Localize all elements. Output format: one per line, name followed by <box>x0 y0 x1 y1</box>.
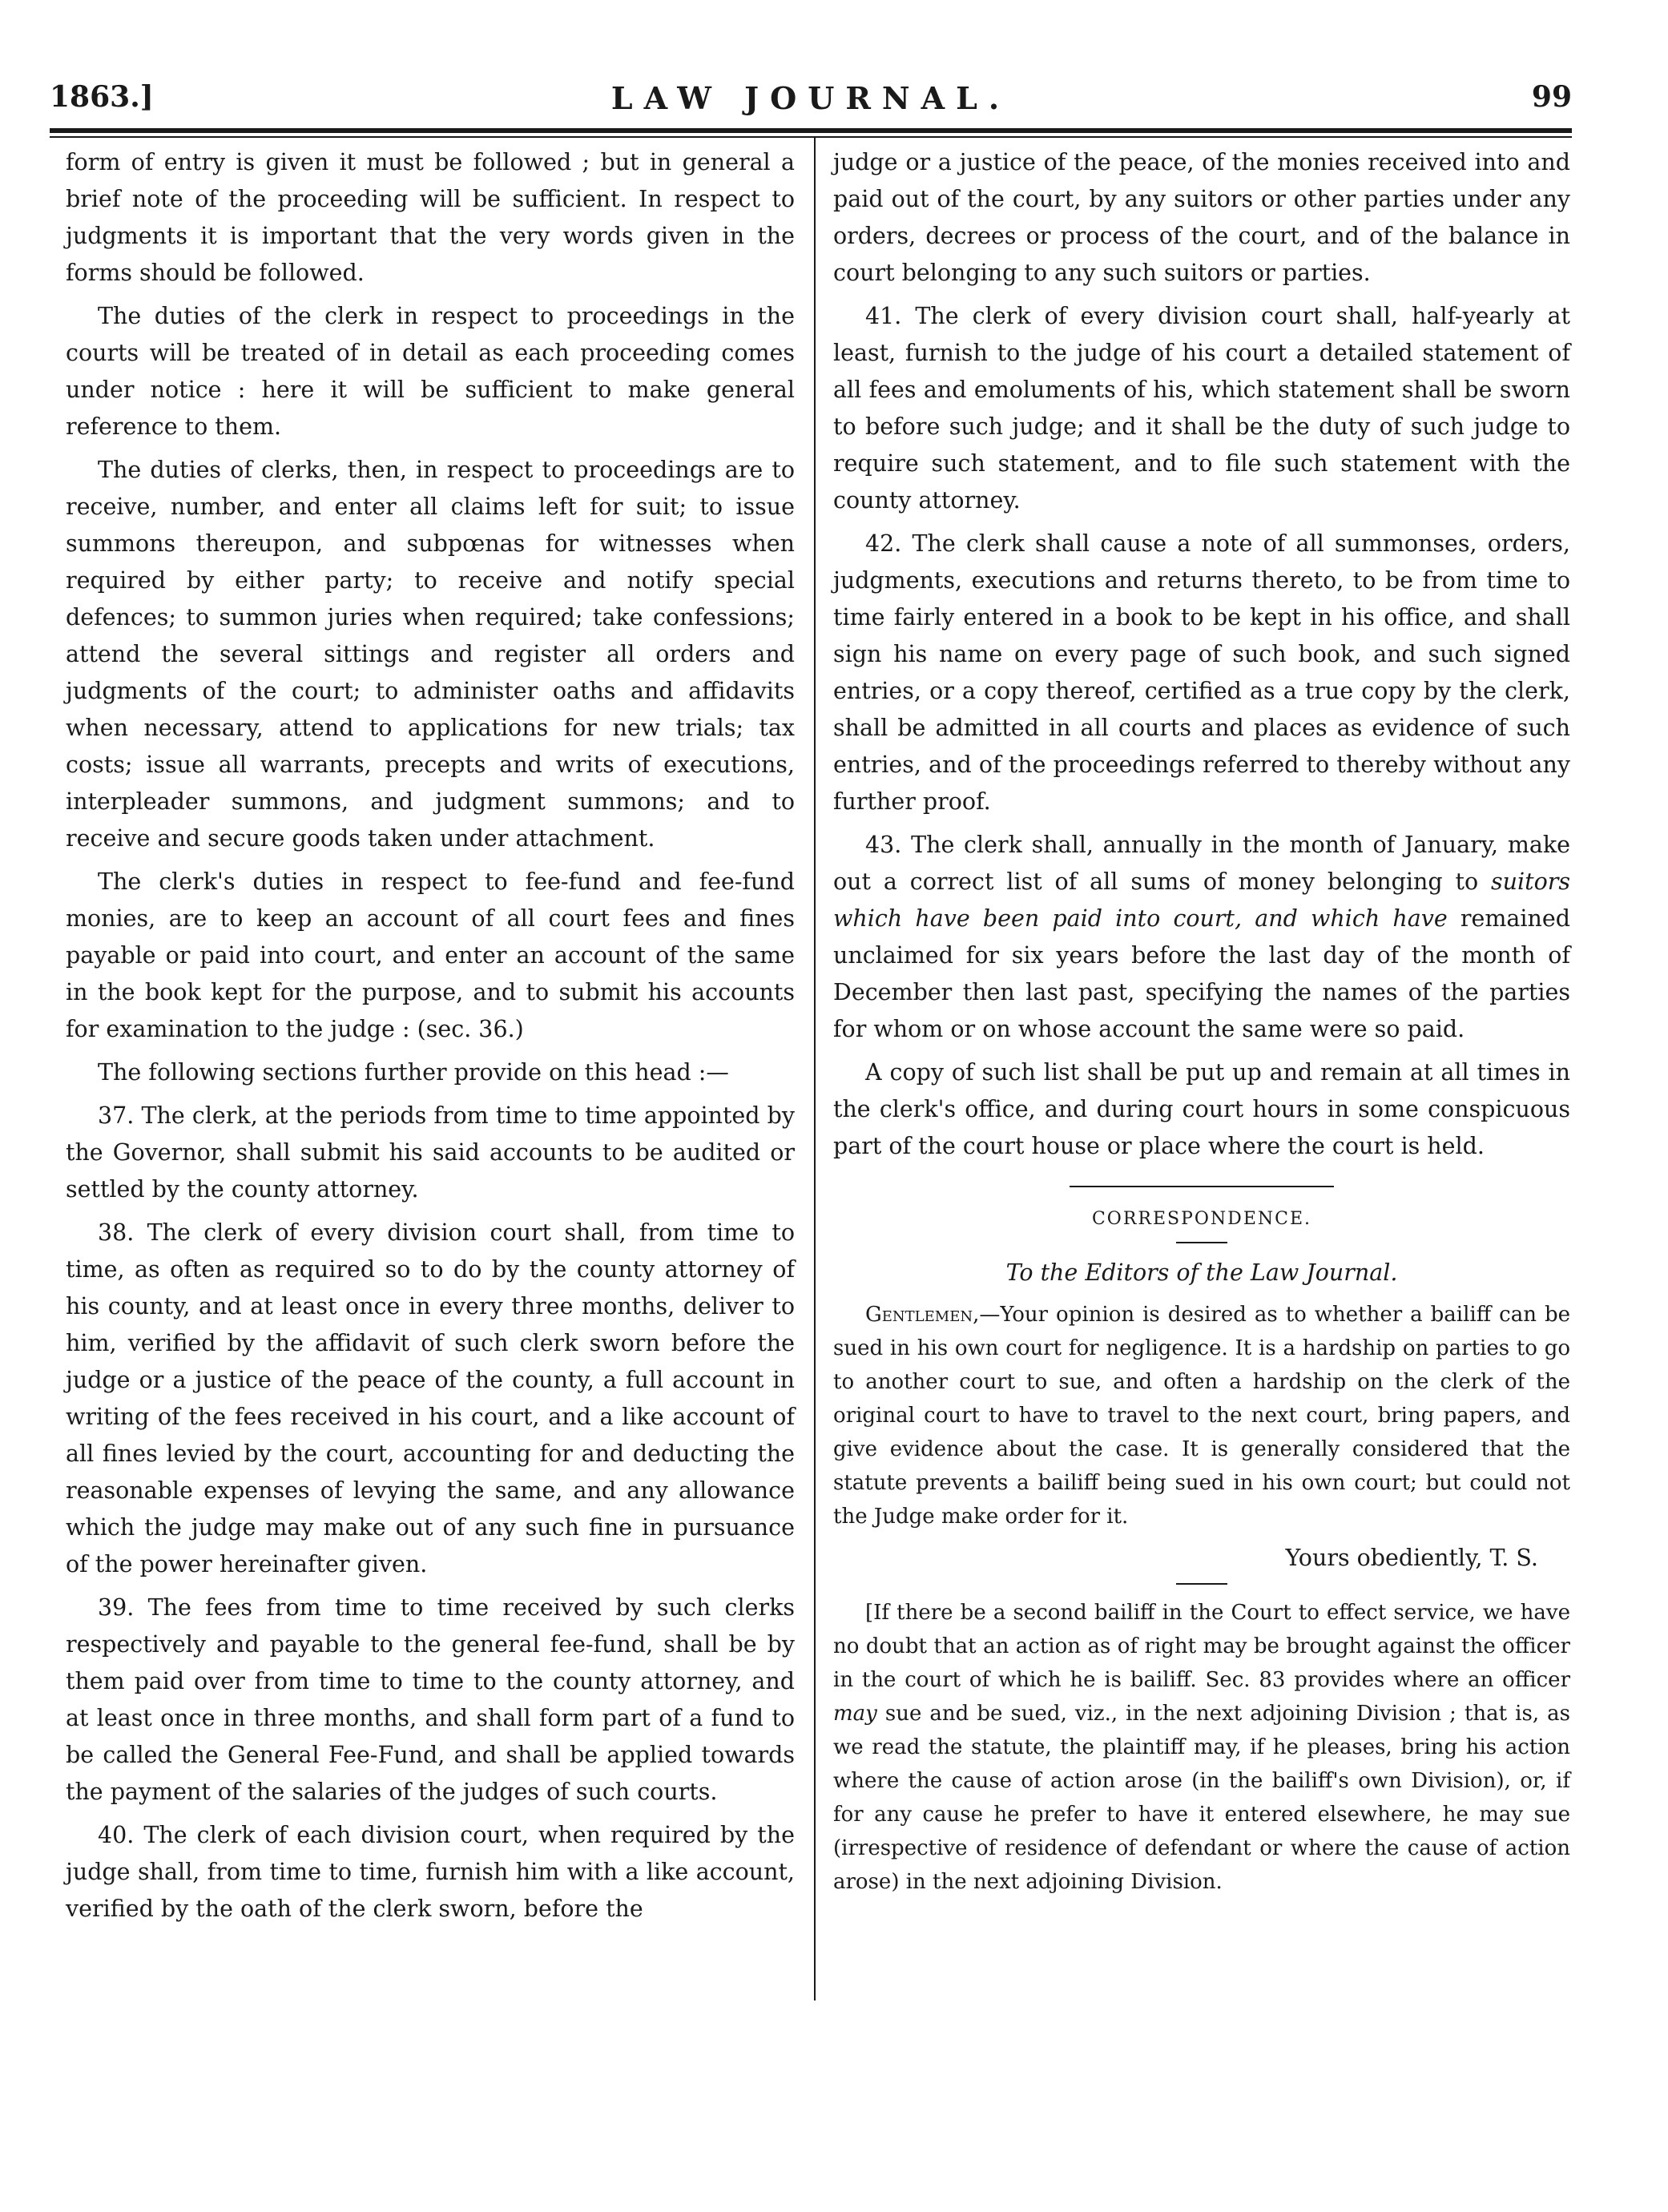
section-43-start: 43. The clerk shall, annually in the month of January, make out a correct list of all sums of money belonging to <box>833 832 1570 895</box>
letter-body <box>833 1298 1570 1533</box>
reply-start: [If there be a second bailiff in the Court to effect service, we have no doubt that an action as of right may be brought against the officer in the court of which he is bailiff. Sec. 83 provides where an officer <box>833 1601 1570 1692</box>
to-editors-line: To the Editors of the Law Journal. <box>1005 1259 1398 1286</box>
section-42: 42. The clerk shall cause a note of all summonses, orders, judgments, executions and returns thereto, to be from time to time fairly entered in a book to be kept in his office, and shall sign his name on every page of such book, and such signed entries, or a copy thereof, certified as a true copy by the clerk, shall be admitted in all courts and places as evidence of such entries, and of the proceedings referred to thereby without any further proof. <box>833 530 1570 815</box>
right-paragraph-1: judge or a justice of the peace, of the monies received into and paid out of the court, by any suitors or other parties under any orders, decrees or process of the court, and of the balance in court belonging to any such suitors or parties. <box>833 149 1570 286</box>
letter-salutation: Gentlemen, <box>865 1303 980 1327</box>
section-43-end: remained unclaimed for six years before the last day of the month of December then last past, specifying the names of the parties for whom or on whose account the same were so paid. <box>833 905 1570 1042</box>
section-37: 37. The clerk, at the periods from time to time appointed by the Governor, shall submit his said accounts to be audited or settled by the county attorney. <box>66 1102 795 1203</box>
reply-divider <box>1176 1583 1227 1585</box>
left-paragraph-5: The following sections further provide on this head :— <box>98 1059 729 1086</box>
editor-reply <box>833 1596 1570 1899</box>
column-divider <box>814 138 816 2000</box>
section-40: 40. The clerk of each division court, when required by the judge shall, from time to time, furnish him with a like account, verified by the oath of the clerk sworn, before the <box>66 1822 795 1922</box>
header-rule-thick <box>50 128 1572 133</box>
left-column <box>66 144 795 1934</box>
section-39: 39. The fees from time to time received by such clerks respectively and payable to the general fee-fund, shall be by them paid over from time to time to the county attorney, and at least once in three months, and shall form part of a fund to be called the General Fee-Fund, and shall be applied towards the payment of the salaries of the judges of such courts. <box>66 1594 795 1805</box>
heading-underline <box>1176 1242 1227 1243</box>
correspondence-heading: CORRESPONDENCE. <box>1091 1209 1312 1229</box>
left-paragraph-2: The duties of the clerk in respect to proceedings in the courts will be treated of in detail as each proceeding comes under notice : here it will be sufficient to make general reference to them. <box>66 303 795 440</box>
page-number: 99 <box>1531 80 1572 114</box>
section-41: 41. The clerk of every division court shall, half-yearly at least, furnish to the judge of his court a detailed statement of all fees and emoluments of his, which statement shall be sworn to before such judge; and it shall be the duty of such judge to require such statement, and to file such statement with the county attorney. <box>833 303 1570 514</box>
left-paragraph-3: The duties of clerks, then, in respect to proceedings are to receive, number, and enter all claims left for suit; to issue summons thereupon, and subpœnas for witnesses when required by either party; to receive and notify special defences; to summon juries when required; take confessions; attend the several sittings and register all orders and judgments of the court; to administer oaths and affidavits when necessary, attend to applications for new trials; tax costs; issue all warrants, precepts and writs of executions, interpleader summons, and judgment summons; and to receive and secure goods taken under attachment. <box>66 457 795 852</box>
left-paragraph-1: form of entry is given it must be followed ; but in general a brief note of the proceeding will be sufficient. In respect to judgments it is important that the very words given in the forms should be followed. <box>66 149 795 286</box>
header-year: 1863.] <box>50 80 154 114</box>
right-column <box>833 144 1570 1905</box>
page-header <box>50 80 1572 128</box>
section-43 <box>833 827 1570 1048</box>
header-rule-thin <box>50 136 1572 138</box>
reply-italic: may <box>833 1702 877 1726</box>
letter-text: —Your opinion is desired as to whether a bailiff can be sued in his own court for negligence. It is a hardship on parties to go to another court to sue, and often a hardship on the clerk of the original court to have to travel to the next court, bring papers, and give evidence about the case. It is generally considered that the statute prevents a bailiff being sued in his own court; but could not the Judge make order for it. <box>833 1303 1570 1529</box>
section-divider <box>1070 1186 1334 1187</box>
section-43-italic: suitors which have been paid into court, and which have <box>833 868 1570 932</box>
reply-end: sue and be sued, viz., in the next adjoining Division ; that is, as we read the statute, the plaintiff may, if he pleases, bring his action where the cause of action arose (in the bailiff's own Division), or, if for any cause he prefer to have it entered elsewhere, he may sue (irrespective of residence of defendant or where the cause of action arose) in the next adjoining Division. <box>833 1702 1570 1894</box>
letter-signoff: Yours obediently, T. S. <box>1285 1545 1538 1571</box>
header-title: LAW JOURNAL. <box>610 80 1011 116</box>
section-38: 38. The clerk of every division court shall, from time to time, as often as required so to do by the county attorney of his county, and at least once in every three months, deliver to him, verified by the affidavit of such clerk sworn before the judge or a justice of the peace of the county, a full account in writing of the fees received in his court, and a like account of all fines levied by the court, accounting for and deducting the reasonable expenses of levying the same, and any allowance which the judge may make out of any such fine in pursuance of the power hereinafter given. <box>66 1219 795 1577</box>
section-43-paragraph-2: A copy of such list shall be put up and remain at all times in the clerk's office, and during court hours in some conspicuous part of the court house or place where the court is held. <box>833 1059 1570 1159</box>
left-paragraph-4: The clerk's duties in respect to fee-fund and fee-fund monies, are to keep an account of all court fees and fines payable or paid into court, and enter an account of the same in the book kept for the purpose, and to submit his accounts for examination to the judge : (sec. 36.) <box>66 868 795 1042</box>
